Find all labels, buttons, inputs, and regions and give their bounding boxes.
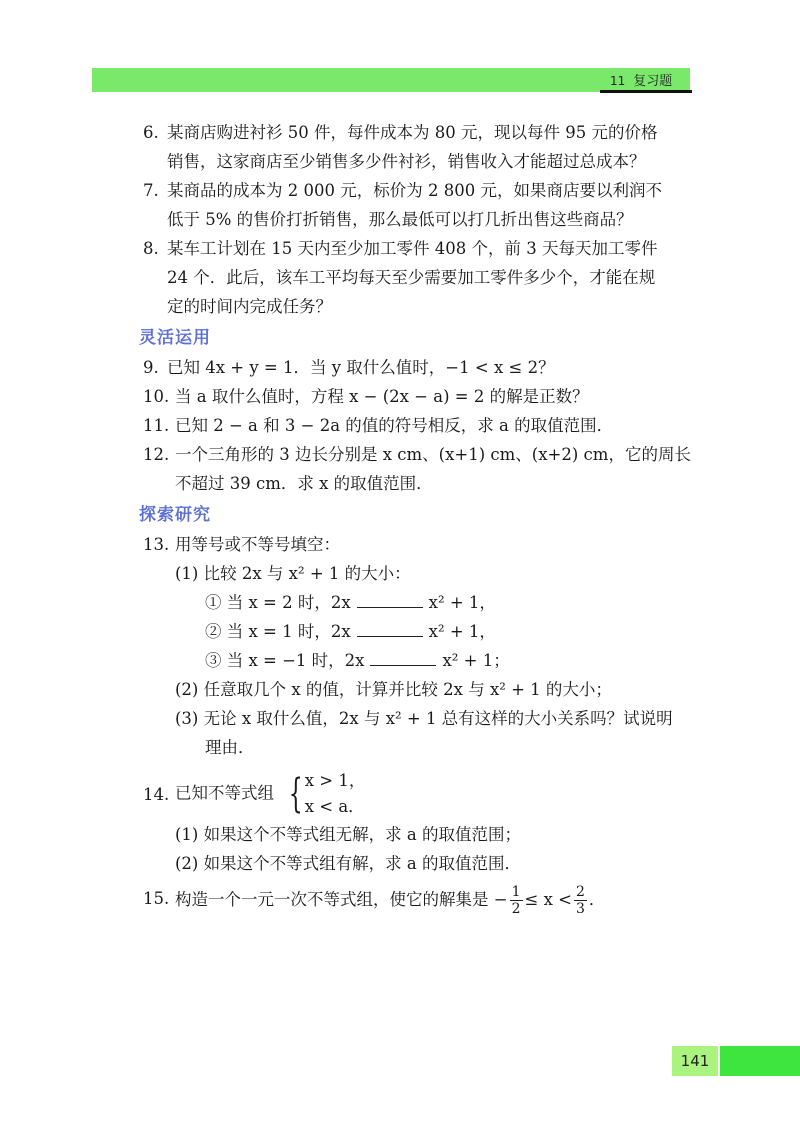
section-title-explore: 探索研究 [139,505,211,525]
comparison-text: x² + 1， [428,593,496,612]
comparison-row-2 [143,617,703,646]
header-bar [92,68,690,92]
problem-text: 构造一个一元一次不等式组，使它的解集是 − [175,890,508,909]
comparison-text: x² + 1， [428,622,496,641]
subquestion-1: (1) 比较 2x 与 x² + 1 的大小： [175,564,411,583]
footer-bar [720,1046,800,1076]
problem-15 [143,884,703,917]
subquestion-text: (3) 无论 x 取什么值，2x 与 x² + 1 总有这样的大小关系吗？试说明 [175,709,673,728]
brace-icon: { [288,771,303,817]
page-number: 141 [672,1046,718,1076]
inequality-middle: ≤ x < [524,890,572,909]
fill-blank[interactable] [357,593,423,608]
problem-text: 当 a 取什么值时，方程 x − (2x − a) = 2 的解是正数？ [175,387,589,406]
problem-number: 13. [143,535,170,554]
problem-text: 定的时间内完成任务？ [167,297,332,316]
fill-blank[interactable] [370,651,436,666]
subquestion-2: (2) 任意取几个 x 的值，计算并比较 2x 与 x² + 1 的大小； [175,680,612,699]
problem-12 [143,440,703,498]
problem-9 [143,353,703,382]
subquestion-text: 理由． [205,738,255,757]
problem-number: 15. [143,889,170,908]
problem-11 [143,411,703,440]
problem-text: 一个三角形的 3 边长分别是 x cm、(x+1) cm、(x+2) cm，它的周长 [175,445,691,464]
subquestion-1: (1) 如果这个不等式组无解，求 a 的取值范围； [175,825,521,844]
problem-text: 销售，这家商店至少销售多少件衬衫，销售收入才能超过总成本？ [167,152,646,171]
problem-10 [143,382,703,411]
comparison-text: x² + 1； [442,651,510,670]
comparison-text: ① 当 x = 2 时，2x [205,593,351,612]
fraction [574,884,587,917]
section-title-flexible-use: 灵活运用 [139,328,211,348]
problem-number: 6. [143,123,159,142]
problem-number: 10. [143,387,170,406]
problem-text: 已知 2 − a 和 3 − 2a 的值的符号相反，求 a 的取值范围． [175,416,614,435]
chapter-number: 11 [610,74,626,88]
problem-number: 11. [143,416,170,435]
fraction-numerator: 2 [575,884,585,900]
problem-13 [143,530,703,559]
fraction-denominator: 2 [511,901,521,917]
problem-text: 某商品的成本为 2 000 元，标价为 2 800 元，如果商店要以利润不 [167,181,662,200]
header-underline [600,90,692,93]
problem-6 [143,118,703,176]
problem-text: 某车工计划在 15 天内至少加工零件 408 个，前 3 天每天加工零件 [167,239,658,258]
fraction [510,884,523,917]
fraction-numerator: 1 [511,884,521,900]
problem-text: 某商店购进衬衫 50 件，每件成本为 80 元，现以每件 95 元的价格 [167,123,658,142]
problem-number: 8. [143,239,159,258]
comparison-text: ② 当 x = 1 时，2x [205,622,351,641]
problem-number: 12. [143,445,170,464]
problem-number: 14. [143,785,170,804]
problem-7 [143,176,703,234]
subquestion-3 [143,704,703,762]
problem-text: 已知 4x + y = 1．当 y 取什么值时，−1 < x ≤ 2？ [167,358,555,377]
chapter-label [610,70,672,89]
problem-text: 用等号或不等号填空： [175,535,340,554]
comparison-text: ③ 当 x = −1 时，2x [205,651,365,670]
comparison-row-3 [143,646,703,675]
fill-blank[interactable] [357,622,423,637]
inequality-line: x > 1， [304,771,366,790]
chapter-title: 复习题 [633,74,673,89]
inequality-line: x < a． [304,797,365,816]
problem-text: 24 个．此后，该车工平均每天至少需要加工零件多少个，才能在规 [167,268,656,287]
problem-number: 9. [143,358,159,377]
subquestion-2: (2) 如果这个不等式组有解，求 a 的取值范围． [175,854,521,873]
problem-8 [143,234,703,321]
problem-end: ． [588,890,606,909]
problem-text: 低于 5% 的售价打折销售，那么最低可以打几折出售这些商品？ [167,210,633,229]
fraction-denominator: 3 [575,901,585,917]
problem-number: 7. [143,181,159,200]
inequality-system [283,768,365,820]
problem-14 [143,768,703,820]
comparison-row-1 [143,588,703,617]
page-content [139,118,703,917]
problem-text: 不超过 39 cm．求 x 的取值范围． [175,474,433,493]
problem-text: 已知不等式组 [175,783,274,803]
